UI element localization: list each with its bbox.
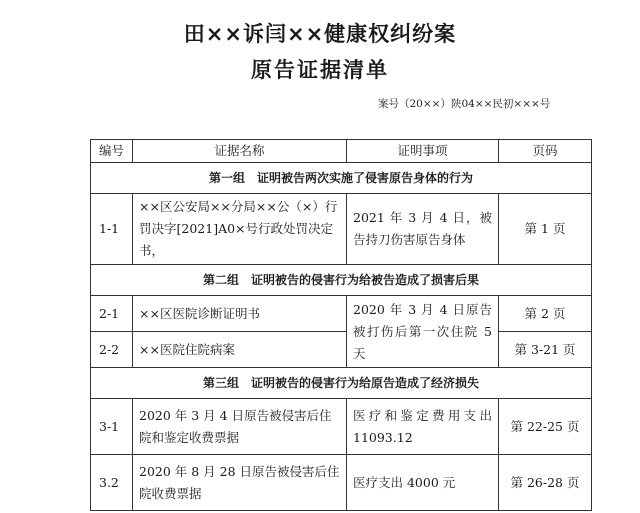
group-title: 第三组 证明被告的侵害行为给原告造成了经济损失 (91, 368, 592, 399)
row-page: 第 3-21 页 (499, 332, 592, 368)
row-number: 1-1 (91, 194, 133, 265)
header-evidence-name: 证据名称 (133, 140, 347, 163)
table-row (91, 332, 592, 368)
group-header-1 (91, 163, 592, 194)
row-evidence-name: ××区医院诊断证明书 (133, 296, 347, 332)
table-row (91, 455, 592, 511)
table-row (91, 194, 592, 265)
row-proof-matter: 医疗和鉴定费用支出 11093.12 (347, 399, 499, 455)
header-proof-matter: 证明事项 (347, 140, 499, 163)
row-number: 3.2 (91, 455, 133, 511)
row-number: 3-1 (91, 399, 133, 455)
row-evidence-name: ××区公安局××分局××公（×）行罚决字[2021]A0×号行政处罚决定书， (133, 194, 347, 265)
row-evidence-name: 2020 年 3 月 4 日原告被侵害后住院和鉴定收费票据 (133, 399, 347, 455)
group-header-2 (91, 265, 592, 296)
header-number: 编号 (91, 140, 133, 163)
row-number: 2-2 (91, 332, 133, 368)
row-proof-matter: 医疗支出 4000 元 (347, 455, 499, 511)
group-title: 第二组 证明被告的侵害行为给被告造成了损害后果 (91, 265, 592, 296)
row-page: 第 22-25 页 (499, 399, 592, 455)
case-number: 案号（20××）陕04××民初×××号 (378, 98, 551, 110)
document-title: 田××诉闫××健康权纠纷案 (183, 22, 457, 46)
row-page: 第 1 页 (499, 194, 592, 265)
header-page: 页码 (499, 140, 592, 163)
evidence-table (90, 139, 592, 511)
table-row (91, 296, 592, 332)
row-number: 2-1 (91, 296, 133, 332)
row-evidence-name: ××医院住院病案 (133, 332, 347, 368)
table-header-row (91, 140, 592, 163)
group-header-3 (91, 368, 592, 399)
row-proof-matter: 2021 年 3 月 4 日，被告持刀伤害原告身体 (347, 194, 499, 265)
table-row (91, 399, 592, 455)
row-proof-matter: 2020 年 3 月 4 日原告被打伤后第一次住院 5 天 (347, 296, 499, 368)
group-title: 第一组 证明被告两次实施了侵害原告身体的行为 (91, 163, 592, 194)
row-page: 第 26-28 页 (499, 455, 592, 511)
row-page: 第 2 页 (499, 296, 592, 332)
row-evidence-name: 2020 年 8 月 28 日原告被侵害后住院收费票据 (133, 455, 347, 511)
document-subtitle: 原告证据清单 (251, 58, 389, 82)
